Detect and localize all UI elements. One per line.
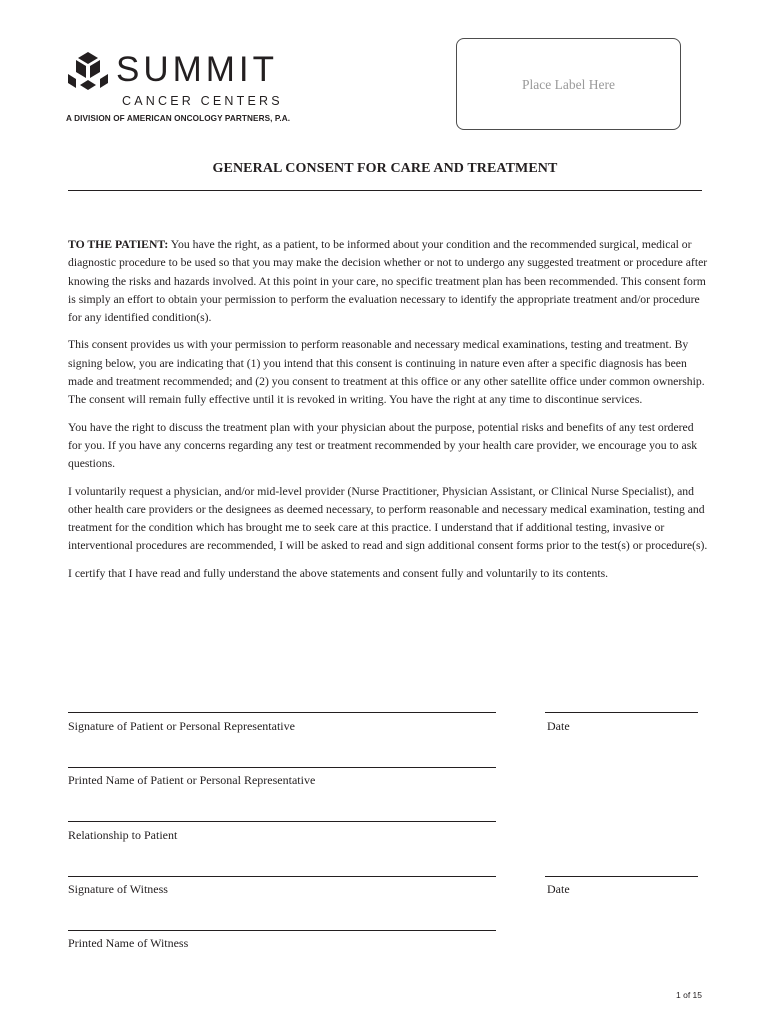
paragraph-lead: TO THE PATIENT: [68,238,169,251]
brand-subtitle: CANCER CENTERS [122,94,283,108]
paragraph-3: You have the right to discuss the treatment plan with your physician about the purpose, potential risks and benefits of any test ordered for you. If you have any concerns regarding any test or treatment recommended by your health care provider, we encourage you to ask questions. [68,420,698,471]
witness-signature-line[interactable] [68,876,496,877]
date-line-2[interactable] [545,876,698,877]
relationship-line[interactable] [68,821,496,822]
division-text: A DIVISION OF AMERICAN ONCOLOGY PARTNERS, P.A. [66,114,291,123]
consent-body [68,236,708,592]
date-label-1: Date [547,719,570,733]
patient-signature-line[interactable] [68,712,496,713]
paragraph-5: I certify that I have read and fully understand the above statements and consent fully and voluntarily to its contents. [68,566,609,580]
printed-name-line[interactable] [68,767,496,768]
patient-signature-label: Signature of Patient or Personal Representative [68,719,295,733]
company-logo [66,50,306,130]
witness-printed-name-label: Printed Name of Witness [68,936,189,950]
date-line-1[interactable] [545,712,698,713]
printed-name-label: Printed Name of Patient or Personal Representative [68,773,316,787]
title-divider [68,190,702,191]
label-placeholder-text: Place Label Here [522,77,615,92]
witness-signature-label: Signature of Witness [68,882,168,896]
date-label-2: Date [547,882,570,896]
label-placeholder-box [456,38,681,130]
relationship-label: Relationship to Patient [68,828,178,842]
summit-logo-icon [66,52,110,92]
witness-printed-name-line[interactable] [68,930,496,931]
page-number: 1 of 15 [676,990,702,1000]
paragraph-2: This consent provides us with your permission to perform reasonable and necessary medical examinations, testing and treatment. By signing below, you are indicating that (1) you intend that this consent is continuing in nature even after a specific diagnosis has been made and treatment recommended; and (2) you consent to treatment at this office or any other satellite office under common ownership. The consent will remain fully effective until it is revoked in writing. You have the right at any time to discontinue services. [68,338,705,407]
paragraph-to-patient [68,236,708,327]
paragraph-4: I voluntarily request a physician, and/or mid-level provider (Nurse Practitioner, Physician Assistant, or Clinical Nurse Specialist), and other health care providers or the designees as deemed necessary, to perform reasonable and necessary medical examination, testing and treatment for the condition which has brought me to seek care at this practice. I understand that if additional testing, invasive or interventional procedures are recommended, I will be asked to read and sign additional consent forms prior to the test(s) or procedure(s). [68,484,708,553]
paragraph-1-text: You have the right, as a patient, to be informed about your condition and the recommended surgical, medical or diagnostic procedure to be used so that you may make the decision whether or not to undergo any suggested treatment or procedure after knowing the risks and hazards involved. At this point in your care, no specific treatment plan has been recommended. This consent form is simply an effort to obtain your permission to perform the evaluation necessary to identify the appropriate treatment and/or procedure for any identified condition(s). [68,238,708,325]
brand-name: SUMMIT [116,50,279,89]
document-title: GENERAL CONSENT FOR CARE AND TREATMENT [212,161,558,176]
